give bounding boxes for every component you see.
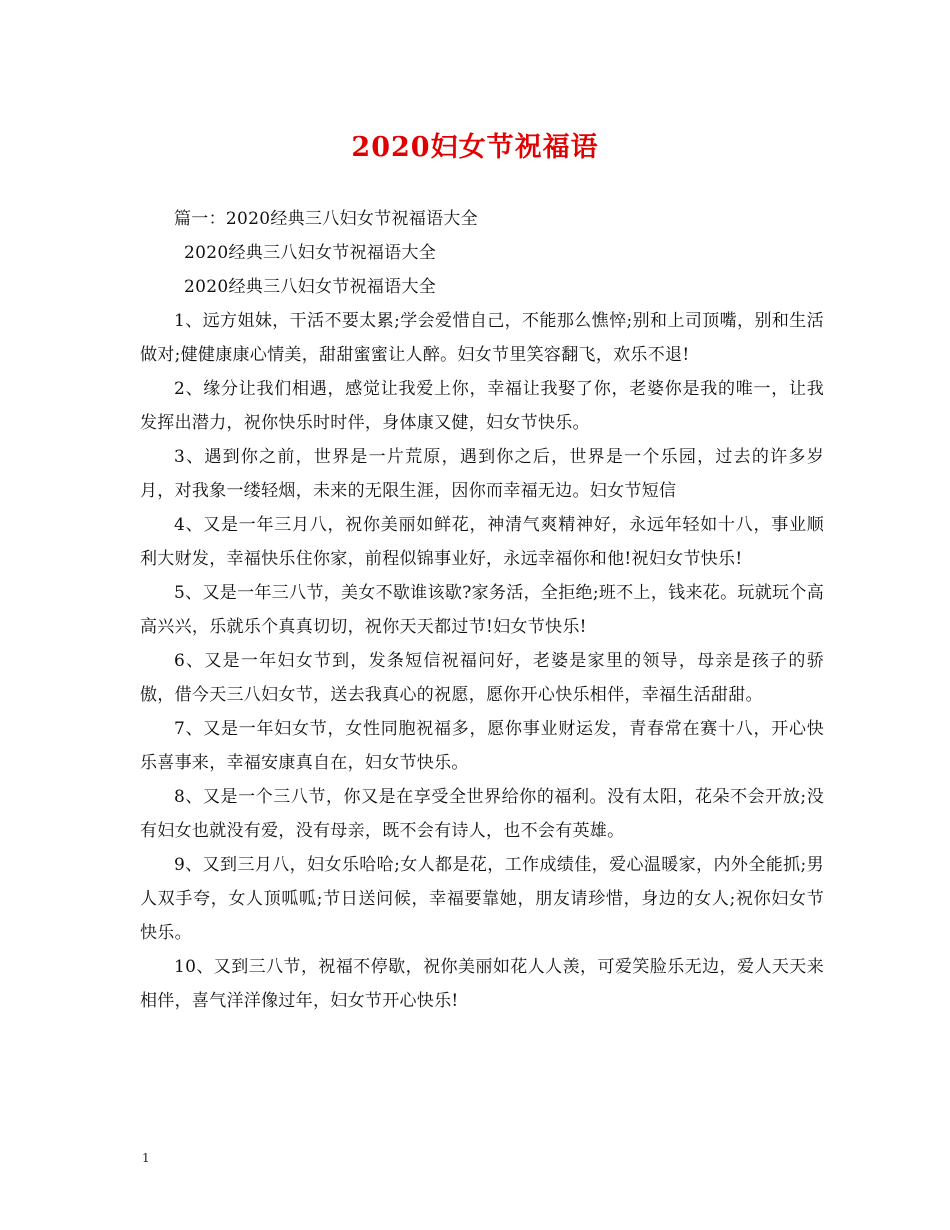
paragraph-item: 7、又是一年妇女节，女性同胞祝福多，愿你事业财运发，青春常在赛十八，开心快乐喜事来，幸福安康真自在，妇女节快乐。 [140, 719, 824, 773]
paragraph-item: 1、远方姐妹，干活不要太累;学会爱惜自己，不能那么憔悴;别和上司顶嘴，别和生活做对;健健康康心情美，甜甜蜜蜜让人醉。妇女节里笑容翻飞，欢乐不退! [140, 311, 824, 365]
page-number: 1 [142, 1151, 150, 1165]
document-title: 2020妇女节祝福语 [351, 132, 599, 163]
paragraph-item: 5、又是一年三八节，美女不歇谁该歇?家务活，全拒绝;班不上，钱来花。玩就玩个高高兴兴，乐就乐个真真切切，祝你天天都过节!妇女节快乐! [140, 583, 824, 637]
paragraph-item: 6、又是一年妇女节到，发条短信祝福问好，老婆是家里的领导，母亲是孩子的骄傲，借今天三八妇女节，送去我真心的祝愿，愿你开心快乐相伴，幸福生活甜甜。 [140, 651, 824, 705]
paragraph-item: 4、又是一年三月八，祝你美丽如鲜花，神清气爽精神好，永远年轻如十八，事业顺利大财发，幸福快乐住你家，前程似锦事业好，永远幸福你和他!祝妇女节快乐! [140, 515, 824, 569]
paragraph-item: 9、又到三月八，妇女乐哈哈;女人都是花，工作成绩佳，爱心温暖家，内外全能抓;男人双手夸，女人顶呱呱;节日送问候，幸福要靠她，朋友请珍惜，身边的女人;祝你妇女节快乐。 [140, 855, 824, 943]
paragraph-item: 2、缘分让我们相遇，感觉让我爱上你，幸福让我娶了你，老婆你是我的唯一，让我发挥出潜力，祝你快乐时时伴，身体康又健，妇女节快乐。 [140, 379, 824, 433]
paragraph-item: 10、又到三八节，祝福不停歇，祝你美丽如花人人羡，可爱笑脸乐无边，爱人天天来相伴，喜气洋洋像过年，妇女节开心快乐! [140, 957, 824, 1011]
subtitle-line: 2020经典三八妇女节祝福语大全 [184, 277, 437, 297]
paragraph-item: 8、又是一个三八节，你又是在享受全世界给你的福利。没有太阳，花朵不会开放;没有妇女也就没有爱，没有母亲，既不会有诗人，也不会有英雄。 [140, 787, 824, 841]
document-body [140, 202, 824, 1018]
paragraph-item: 3、遇到你之前，世界是一片荒原，遇到你之后，世界是一个乐园，过去的许多岁月，对我象一缕轻烟，未来的无限生涯，因你而幸福无边。妇女节短信 [140, 447, 824, 501]
section-heading: 篇一：2020经典三八妇女节祝福语大全 [174, 209, 478, 229]
subtitle-line: 2020经典三八妇女节祝福语大全 [184, 243, 437, 263]
